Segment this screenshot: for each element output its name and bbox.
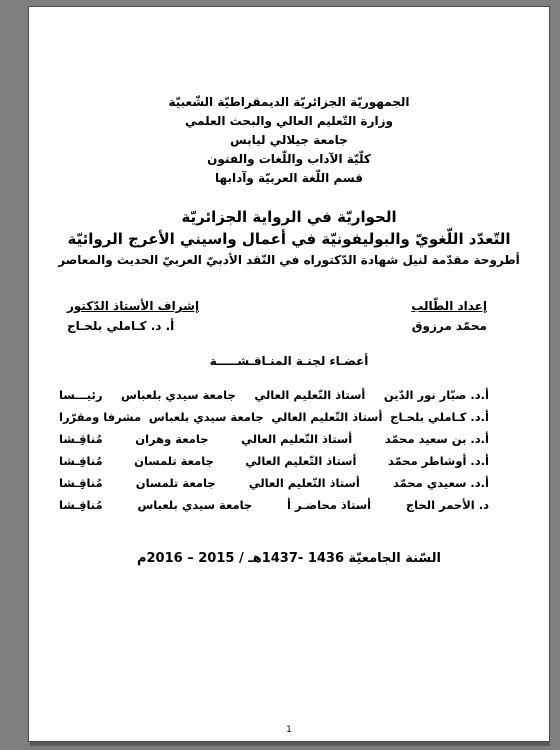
page-number: 1 xyxy=(286,725,292,735)
committee-member xyxy=(59,432,489,450)
committee-member xyxy=(59,454,489,472)
member-institution: جامعة تلمسان xyxy=(134,454,214,468)
supervisor-name: أ. د. كـاملي بلحـاج xyxy=(67,319,175,333)
member-name: أ.د. بن سعيد محمّد xyxy=(384,432,489,446)
thesis-subtitle: التّعدّد اللّغويّ والبوليفونيّة في أعمال واسيني الأعرج الروائيّة xyxy=(67,230,511,248)
member-institution: جامعة تلمسان xyxy=(135,476,216,490)
member-role: مُناقِـشا xyxy=(59,476,103,490)
committee-member xyxy=(59,388,489,406)
student-name: محمّد مرزوق xyxy=(411,319,487,333)
supervisor-label: إشراف الأستاذ الدّكتور xyxy=(67,299,200,313)
member-name: أ.د. صبّار نور الدّين xyxy=(383,388,489,402)
member-role: مُناقِـشا xyxy=(59,454,103,468)
header-ministry: وزارة التّعليم العالي والبحث العلمي xyxy=(184,114,394,128)
member-institution: جامعة وهران xyxy=(135,432,209,446)
thesis-title: الحواريّة في الرواية الجزائريّة xyxy=(181,208,397,226)
member-institution: جامعة سيدي بلعباس xyxy=(121,388,236,402)
member-institution: جامعة سيدي بلعباس xyxy=(137,498,253,512)
member-rank: أستاذ التّعليم العالي xyxy=(254,388,366,402)
member-rank: أستاذ التّعليم العالي xyxy=(248,476,360,490)
committee-member xyxy=(59,498,489,516)
committee-member xyxy=(59,410,489,428)
academic-year: السّنة الجامعيّة 1436 -1437هـ / 2015 – 2016م xyxy=(136,551,441,566)
member-role: مشرفا ومقرّرا xyxy=(59,410,142,424)
member-name: أ.د. أوشاطر محمّد xyxy=(387,454,489,468)
document-page xyxy=(28,6,550,742)
header-republic: الجمهوريّة الجزائريّة الديمقراطيّة الشّعبيّة xyxy=(168,95,410,109)
member-name: أ.د. سعيدي محمّد xyxy=(392,476,489,490)
member-name: أ.د. كـاملي بلحـاج xyxy=(390,410,489,424)
member-institution: جامعة سيدي بلعباس xyxy=(148,410,264,424)
member-role: مُناقِـشا xyxy=(59,498,103,512)
member-name: د. الأحمر الحاج xyxy=(405,498,489,512)
member-rank: أستاذ محاضـر أ xyxy=(287,498,372,512)
thesis-note: أطروحة مقدّمة لنيل شهادة الدّكتوراه في النّقد الأدبيّ العربيّ الحديث والمعاصر xyxy=(58,253,520,267)
member-role: مُناقِـشا xyxy=(59,432,103,446)
committee-title: أعضـاء لجنـة المنـاقـشـــــة xyxy=(209,354,369,368)
header-university: جامعة جيلالي ليابس xyxy=(230,133,348,147)
header-department: قسم اللّغة العربيّة وآدابها xyxy=(215,171,363,185)
member-rank: أستاذ التّعليم العالي xyxy=(241,432,353,446)
committee-member xyxy=(59,476,489,494)
member-rank: أستاذ التّعليم العالي xyxy=(245,454,357,468)
member-rank: أستاذ التّعليم العالي xyxy=(271,410,383,424)
header-faculty: كلّيّة الآداب واللّغات والفنون xyxy=(207,152,371,166)
member-role: رئيـــسا xyxy=(59,388,103,402)
student-label: إعداد الطّالب xyxy=(411,299,487,313)
